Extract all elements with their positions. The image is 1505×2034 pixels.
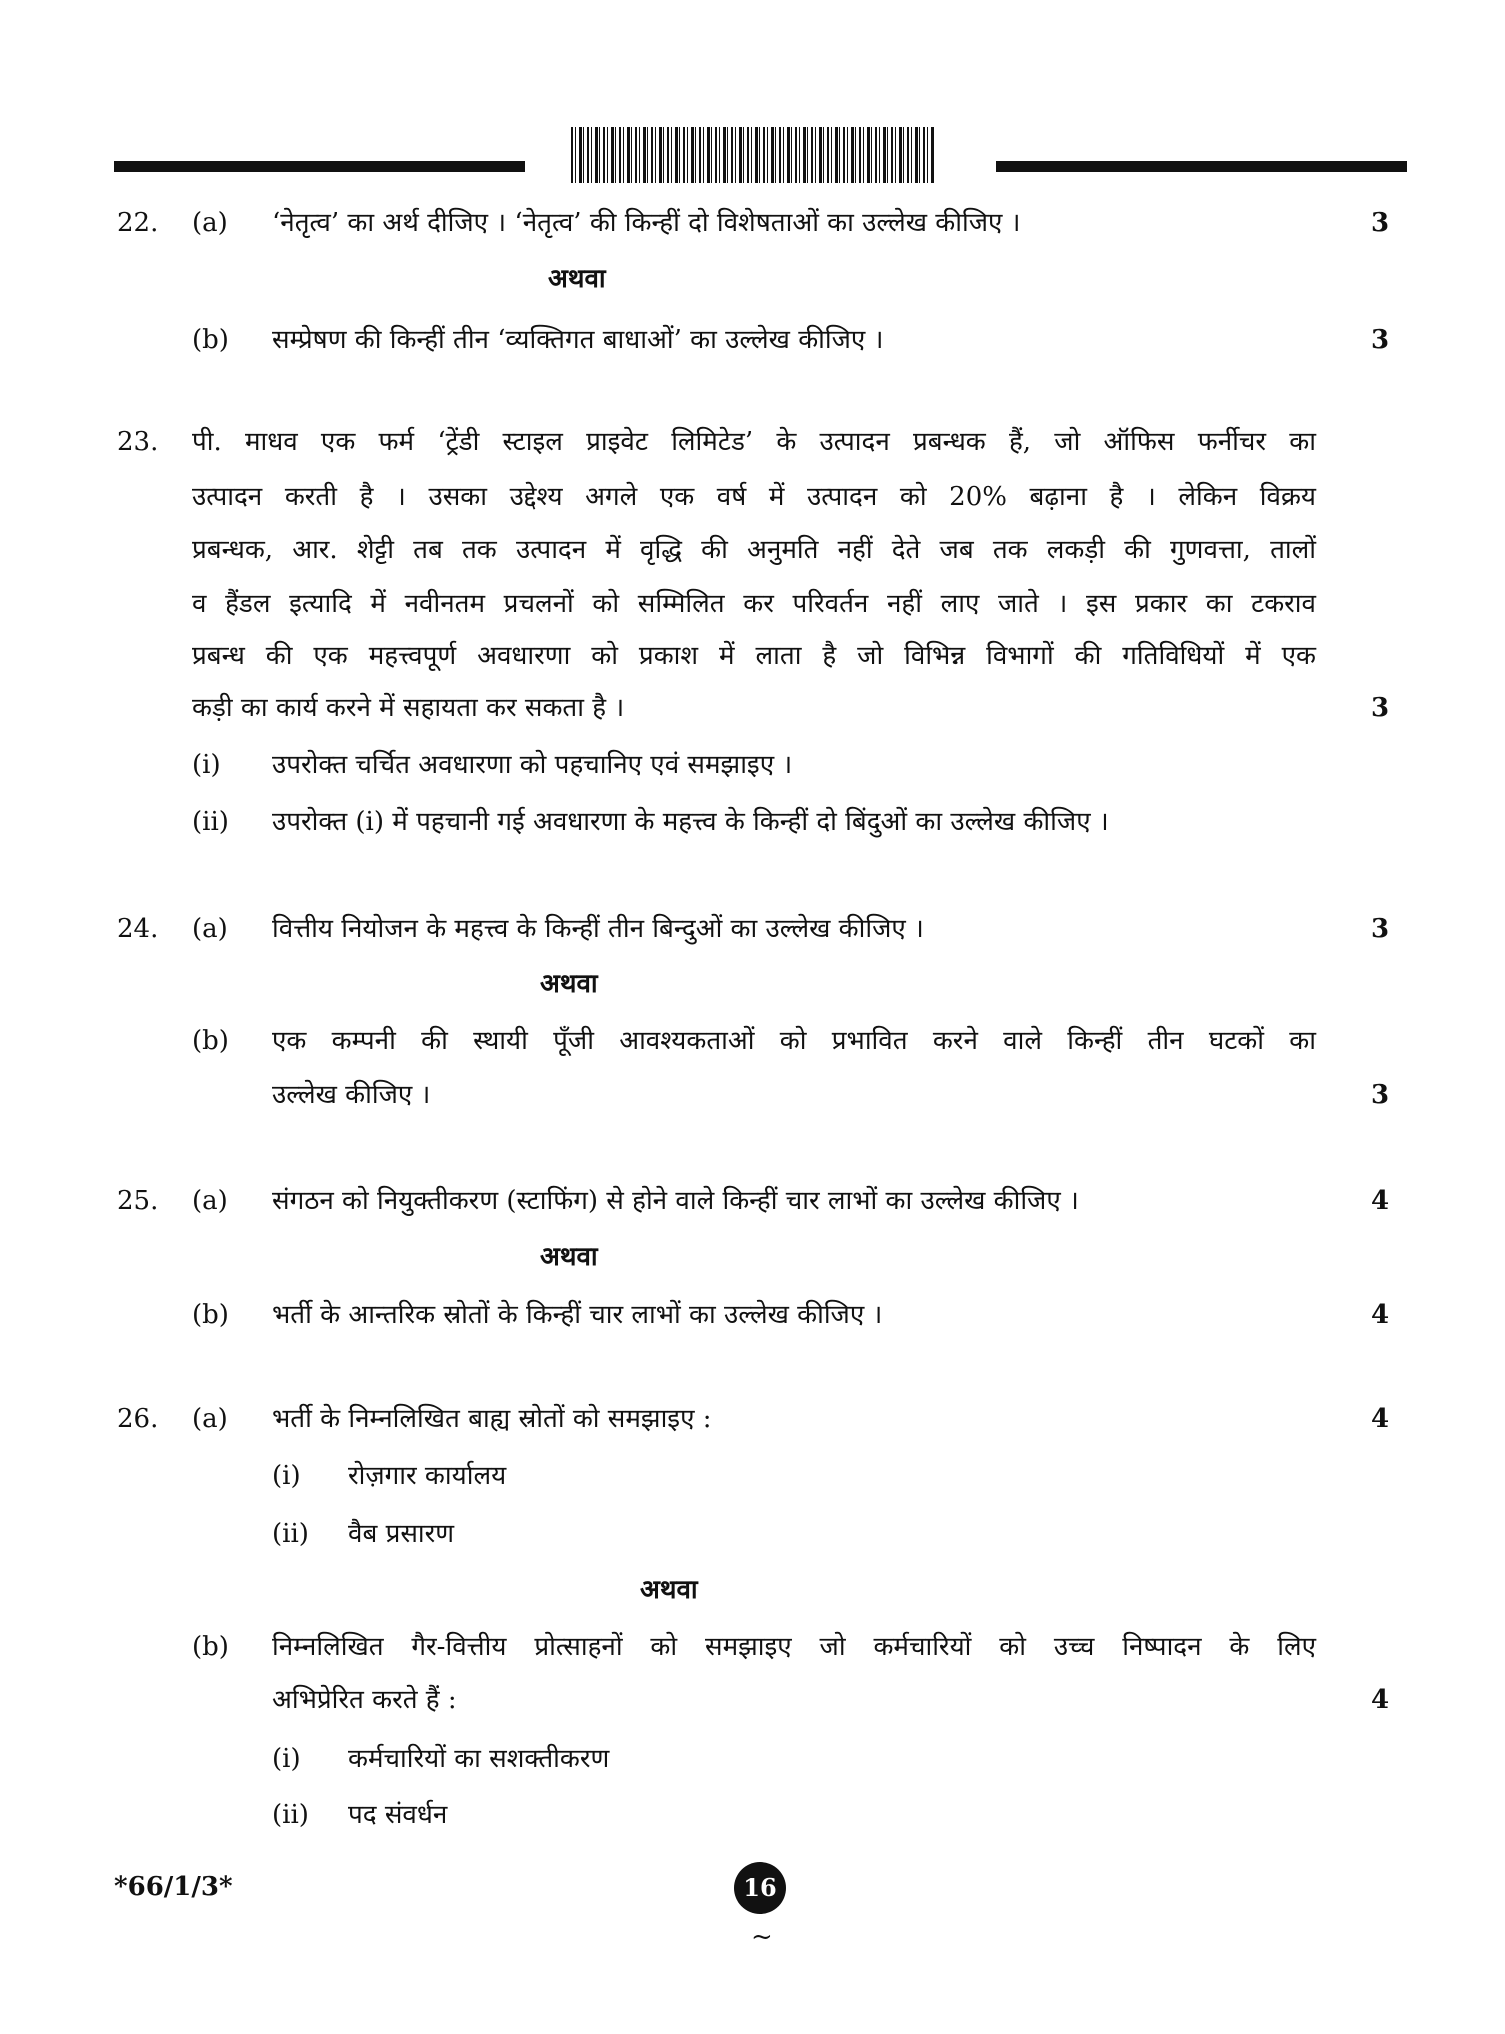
q26b-part-label: (i) (272, 1744, 301, 1774)
header-rule-left (114, 161, 525, 172)
q24b-text-line1: एक कम्पनी की स्थायी पूँजी आवश्यकताओं को प्रभावित करने वाले किन्हीं तीन घटकों का (272, 1026, 1316, 1056)
q23-line: प्रबन्ध की एक महत्त्वपूर्ण अवधारणा को प्रकाश में लाता है जो विभिन्न विभागों की गतिविधियों में एक (192, 641, 1316, 671)
footer-tilde: ~ (751, 1922, 773, 1952)
q25b-label: (b) (192, 1300, 229, 1330)
q26b-part-text: पद संवर्धन (348, 1800, 448, 1830)
q24b-marks: 3 (1370, 1080, 1390, 1110)
q26a-part-text: वैब प्रसारण (348, 1519, 455, 1549)
q22-or: अथवा (548, 264, 606, 294)
q26b-text-line2: अभिप्रेरित करते हैं : (272, 1685, 457, 1715)
q23-part-text: उपरोक्त (i) में पहचानी गई अवधारणा के महत्त्व के किन्हीं दो बिंदुओं का उल्लेख कीजिए । (272, 807, 1109, 837)
q23-number: 23. (117, 427, 159, 457)
q25a-label: (a) (192, 1186, 228, 1216)
q26a-part-label: (ii) (272, 1519, 309, 1549)
q24-number: 24. (117, 914, 159, 944)
q26a-part-text: रोज़गार कार्यालय (348, 1461, 507, 1491)
q24a-label: (a) (192, 914, 228, 944)
q23-line: पी. माधव एक फर्म ‘ट्रेंडी स्टाइल प्राइवेट लिमिटेड’ के उत्पादन प्रबन्धक हैं, जो ऑफिस फर्नीचर का (192, 427, 1316, 457)
q24-or: अथवा (540, 969, 598, 999)
q22a-label: (a) (192, 208, 228, 238)
q25a-marks: 4 (1370, 1186, 1390, 1216)
q24a-text: वित्तीय नियोजन के महत्त्व के किन्हीं तीन बिन्दुओं का उल्लेख कीजिए । (272, 914, 924, 944)
q26b-part-label: (ii) (272, 1800, 309, 1830)
q26-or: अथवा (640, 1575, 698, 1605)
q22b-text: सम्प्रेषण की किन्हीं तीन ‘व्यक्तिगत बाधाओं’ का उल्लेख कीजिए । (272, 325, 884, 355)
q26b-label: (b) (192, 1632, 229, 1662)
q26b-marks: 4 (1370, 1685, 1390, 1715)
q25-number: 25. (117, 1186, 159, 1216)
q24b-text-line2: उल्लेख कीजिए । (272, 1080, 431, 1110)
barcode-image (571, 127, 934, 183)
q22a-text: ‘नेतृत्व’ का अर्थ दीजिए । ‘नेतृत्व’ की किन्हीं दो विशेषताओं का उल्लेख कीजिए । (272, 208, 1021, 238)
q23-line: प्रबन्धक, आर. शेट्टी तब तक उत्पादन में वृद्धि की अनुमति नहीं देते जब तक लकड़ी की गुणवत्ता, तालों (192, 535, 1316, 565)
q22-number: 22. (117, 208, 159, 238)
q22b-label: (b) (192, 325, 229, 355)
page-number-badge: 16 (734, 1862, 786, 1914)
q26a-marks: 4 (1370, 1404, 1390, 1434)
q23-part-label: (ii) (192, 807, 229, 837)
q26b-part-text: कर्मचारियों का सशक्तीकरण (348, 1744, 610, 1774)
q24b-label: (b) (192, 1026, 229, 1056)
q24a-marks: 3 (1370, 914, 1390, 944)
q23-marks: 3 (1370, 693, 1390, 723)
q23-line: उत्पादन करती है । उसका उद्देश्य अगले एक वर्ष में उत्पादन को 20% बढ़ाना है । लेकिन विक्रय (192, 482, 1316, 512)
q22b-marks: 3 (1370, 325, 1390, 355)
q25-or: अथवा (540, 1242, 598, 1272)
q26-number: 26. (117, 1404, 159, 1434)
q26a-label: (a) (192, 1404, 228, 1434)
q25a-text: संगठन को नियुक्तीकरण (स्टाफिंग) से होने वाले किन्हीं चार लाभों का उल्लेख कीजिए । (272, 1186, 1079, 1216)
paper-code: *66/1/3* (114, 1872, 233, 1902)
q26a-text: भर्ती के निम्नलिखित बाह्य स्रोतों को समझाइए : (272, 1404, 712, 1434)
q26a-part-label: (i) (272, 1461, 301, 1491)
q25b-marks: 4 (1370, 1300, 1390, 1330)
header-rule-right (996, 161, 1407, 172)
q22a-marks: 3 (1370, 208, 1390, 238)
q25b-text: भर्ती के आन्तरिक स्रोतों के किन्हीं चार लाभों का उल्लेख कीजिए । (272, 1300, 883, 1330)
q23-part-text: उपरोक्त चर्चित अवधारणा को पहचानिए एवं समझाइए । (272, 750, 793, 780)
q23-line: कड़ी का कार्य करने में सहायता कर सकता है । (192, 693, 625, 723)
q23-line: व हैंडल इत्यादि में नवीनतम प्रचलनों को सम्मिलित कर परिवर्तन नहीं लाए जाते । इस प्रकार का टकराव (192, 589, 1316, 619)
q26b-text-line1: निम्नलिखित गैर-वित्तीय प्रोत्साहनों को समझाइए जो कर्मचारियों को उच्च निष्पादन के लिए (272, 1632, 1316, 1662)
q23-part-label: (i) (192, 750, 221, 780)
